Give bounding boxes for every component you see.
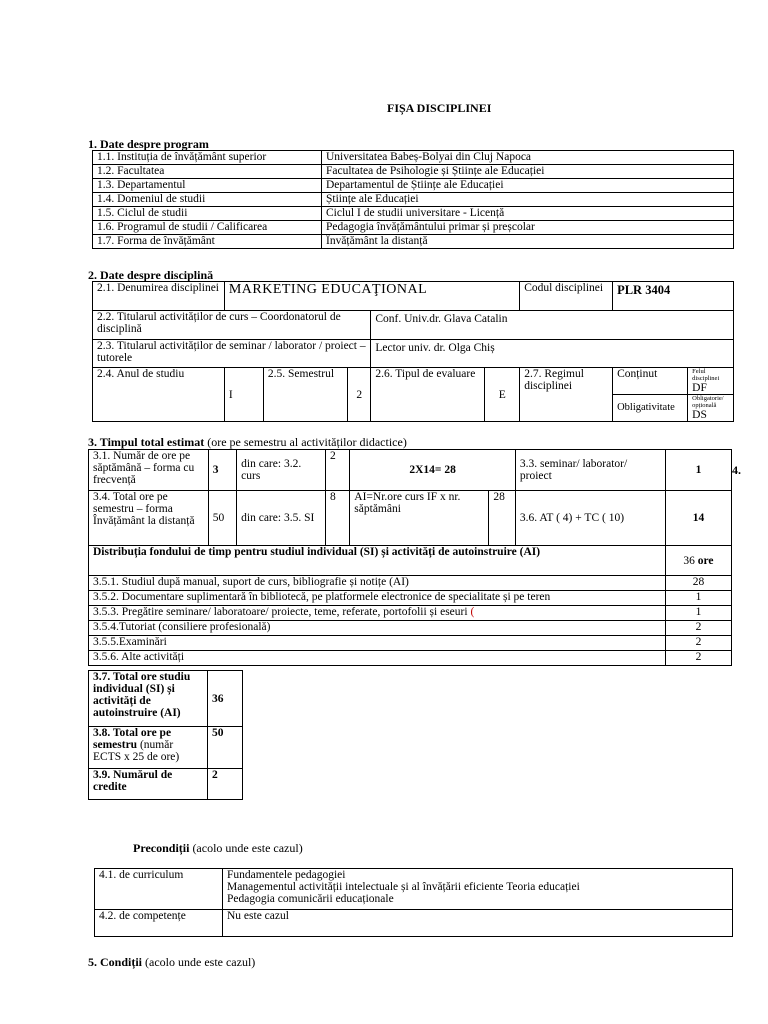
credits-value: 2 [208,769,243,800]
r1-formula: 2X14= 28 [350,450,516,491]
section-3-heading-rest: (ore pe semestru al activităților didactice) [204,435,407,449]
time-item-label [89,621,666,636]
program-row-label: 1.7. Forma de învățământ [93,235,322,249]
time-item-label [89,591,666,606]
oblig-note: Obligatorie/ opțională [692,395,724,409]
time-item-text: 3.5.4.Tutoriat (consiliere profesională) [93,621,271,633]
name-label: 2.1. Denumirea disciplinei [93,282,225,311]
seminar-value: Lector univ. dr. Olga Chiș [371,340,734,368]
semester-label: 2.5. Semestrul [263,368,347,422]
dist-value: 36 [683,554,695,567]
section-5-heading-rest: (acolo unde este cazul) [142,955,256,969]
program-row [93,235,734,249]
time-item-row [89,621,732,636]
r1-seminar: 3.3. seminar/ laborator/ proiect [515,450,665,491]
preconditions-table [94,868,733,937]
time-item-text: 3.5.6. Alte activități [93,651,185,663]
r2-formula: AI=Nr.ore curs IF x nr. săptămâni [350,491,489,546]
time-table [88,449,732,666]
time-item-text: 3.5.2. Documentare suplimentară în bibliotecă, pe platformele electronice de specialitate și pe teren [93,591,551,603]
discipline-name: MARKETING EDUCAŢIONAL [228,282,428,297]
section-3-heading [88,435,407,450]
program-row-value: Universitatea Babeș-Bolyai din Cluj Napoca [322,151,734,165]
dist-value-cell [665,546,731,576]
curriculum-value [223,869,733,910]
competence-value: Nu este cazul [223,910,733,937]
oblig-cell [688,395,734,422]
program-row-label: 1.2. Facultatea [93,165,322,179]
time-item-row [89,591,732,606]
r1-from-course: din care: 3.2. curs [237,450,326,491]
r2-at-value: 14 [665,491,731,546]
program-row-value: Pedagogia învățământului primar și preșcolar [322,221,734,235]
year-value: I [224,368,263,422]
program-row-value: Învățământ la distanță [322,235,734,249]
course-value: Conf. Univ.dr. Glava Catalin [371,311,734,340]
program-row-label: 1.3. Departamentul [93,179,322,193]
dist-unit: ore [697,554,714,567]
program-row-label: 1.1. Instituția de învățământ superior [93,151,322,165]
oblig-value: DS [692,409,707,421]
code-label: Codul disciplinei [520,282,613,311]
section-5-heading [88,955,255,970]
content-note: Felul disciplinei [692,368,720,382]
time-item-row [89,636,732,651]
time-item-label [89,636,666,651]
program-table [92,150,734,249]
program-row [93,193,734,207]
program-row-label: 1.6. Programul de studii / Calificarea [93,221,322,235]
totals-table [88,670,243,800]
time-item-row [89,576,732,591]
r1-seminar-hours: 1 [665,450,731,491]
time-item-label [89,606,666,621]
program-row-value: Științe ale Educației [322,193,734,207]
time-item-value: 1 [665,591,731,606]
credits-label: 3.9. Numărul de credite [89,769,208,800]
time-item-value: 28 [665,576,731,591]
program-row [93,165,734,179]
code-value: PLR 3404 [613,282,734,311]
side-note: 4. [732,463,741,477]
time-item-value: 2 [665,636,731,651]
time-item-text: 3.5.3. Pregătire seminare/ laboratoare/ proiecte, teme, referate, portofolii și eseuri [93,606,468,618]
section-1-heading: 1. Date despre program [88,137,209,151]
name-value [224,282,519,311]
r2-from-si: din care: 3.5. SI [237,491,326,546]
r2-si-hours: 8 [326,491,350,546]
section-2-heading: 2. Date despre disciplină [88,268,214,282]
evaluation-label: 2.6. Tipul de evaluare [371,368,485,422]
time-item-text: 3.5.5.Examinări [93,636,167,648]
total-semester-label [89,727,208,769]
time-item-value: 2 [665,621,731,636]
evaluation-value: E [485,368,520,422]
content-value: DF [692,382,707,394]
r2-formula-value: 28 [489,491,516,546]
r2-value: 50 [208,491,236,546]
curriculum-line: Pedagogia comunicării educaționale [227,893,394,905]
content-label: Conținut [613,368,688,395]
time-item-value: 1 [665,606,731,621]
program-row [93,221,734,235]
curriculum-line: Fundamentele pedagogiei [227,869,346,881]
curriculum-line: Managementul activității intelectuale și al învățării eficiente Teoria educației [227,881,580,893]
section-4-heading-rest: (acolo unde este cazul) [189,841,303,855]
red-paren: ( [470,606,475,618]
section-4-heading-bold: Precondiții [133,841,190,855]
obligativitate-label: Obligativitate [613,395,688,422]
time-item-label [89,576,666,591]
regime-label: 2.7. Regimul disciplinei [520,368,613,422]
section-4-heading [133,841,303,856]
program-row-label: 1.5. Ciclul de studii [93,207,322,221]
content-cell [688,368,734,395]
time-item-row [89,651,732,666]
r2-label: 3.4. Total ore pe semestru – forma Învățământ la distanță [89,491,209,546]
time-item-text: 3.5.1. Studiul după manual, suport de curs, bibliografie și notițe (AI) [93,576,409,588]
program-row [93,151,734,165]
section-5-heading-bold: 5. Condiții [88,955,143,969]
total-semester-bold: 3.8. Total ore pe semestru [93,727,172,751]
total-semester-rest: (număr ECTS x 25 de ore) [93,739,180,763]
year-label: 2.4. Anul de studiu [93,368,225,422]
r1-course-hours: 2 [326,450,350,491]
seminar-label: 2.3. Titularul activităților de seminar / laborator / proiect – tutorele [93,340,371,368]
competence-label: 4.2. de competențe [95,910,223,937]
dist-label: Distribuția fondului de timp pentru studiul individual (SI) și activități de autoinstruire (AI) [89,546,666,576]
r1-label: 3.1. Număr de ore pe săptămână – forma cu frecvență [89,450,209,491]
program-row-value: Ciclul I de studii universitare - Licență [322,207,734,221]
program-row [93,207,734,221]
total-si-label: 3.7. Total ore studiu individual (SI) și activități de autoinstruire (AI) [89,671,208,727]
r2-at: 3.6. AT ( 4) + TC ( 10) [515,491,665,546]
course-label: 2.2. Titularul activităților de curs – Coordonatorul de disciplină [93,311,371,340]
r1-value: 3 [208,450,236,491]
time-item-value: 2 [665,651,731,666]
curriculum-label: 4.1. de curriculum [95,869,223,910]
program-row [93,179,734,193]
discipline-table [92,281,734,422]
program-row-value: Departamentul de Științe ale Educației [322,179,734,193]
program-row-label: 1.4. Domeniul de studii [93,193,322,207]
time-item-label [89,651,666,666]
total-semester-value: 50 [208,727,243,769]
program-row-value: Facultatea de Psihologie și Științe ale Educației [322,165,734,179]
total-si-value: 36 [208,671,243,727]
time-item-row [89,606,732,621]
semester-value: 2 [348,368,371,422]
page-title: FIȘA DISCIPLINEI [387,101,492,115]
section-3-heading-bold: 3. Timpul total estimat [88,435,205,449]
